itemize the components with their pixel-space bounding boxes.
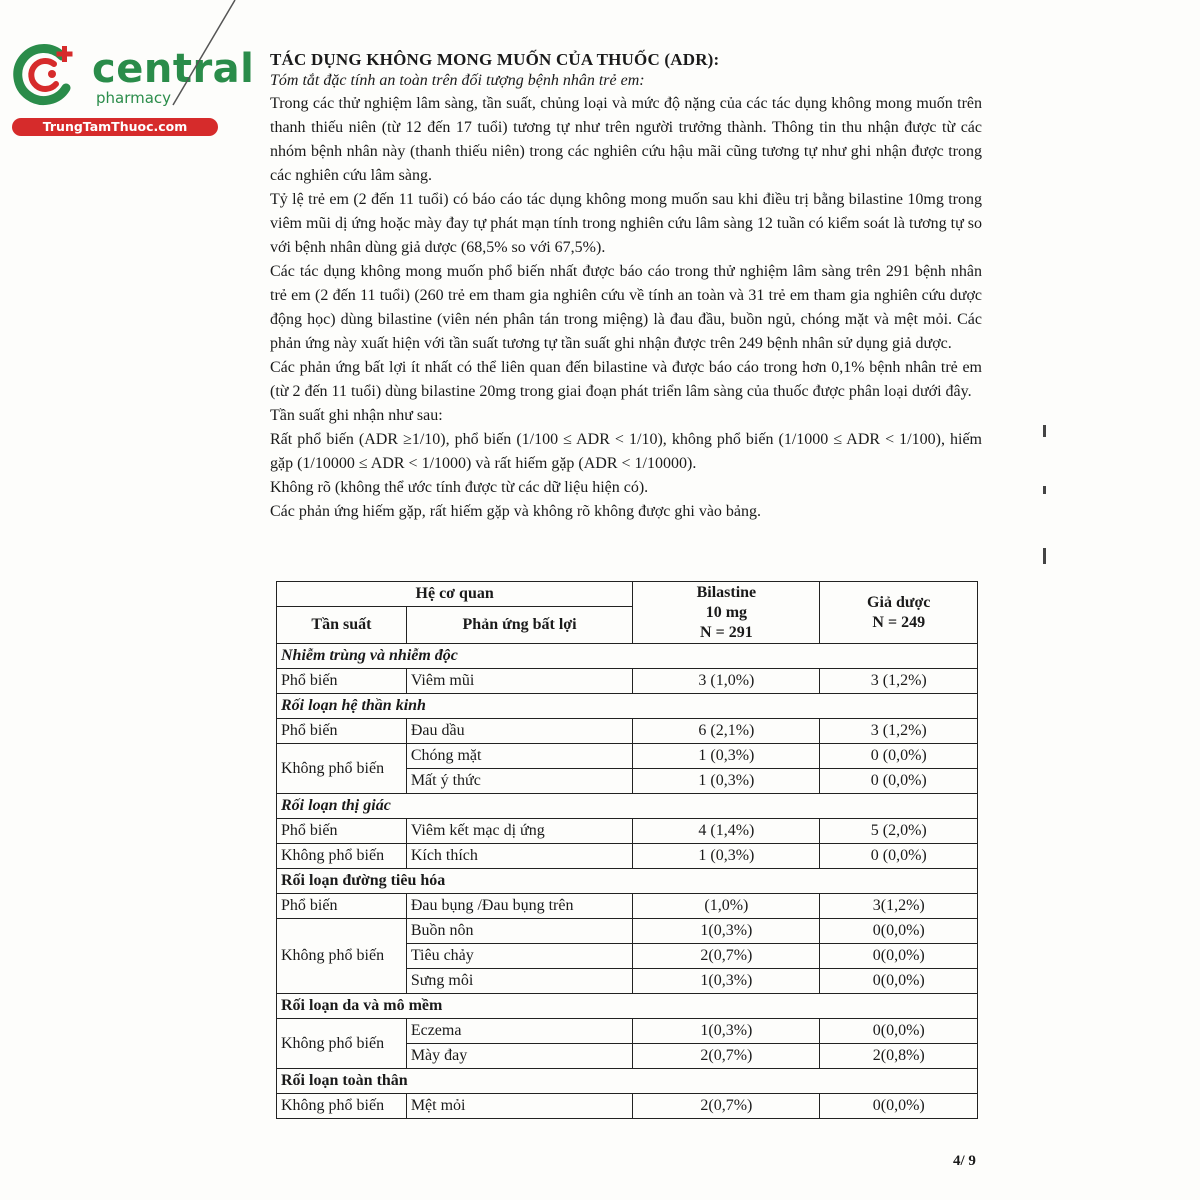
reaction-cell: Viêm kết mạc dị ứng [406,819,632,844]
bilastine-value-cell: 1 (0,3%) [633,769,820,794]
table-row [277,669,978,694]
header-reaction: Phản ứng bất lợi [406,607,632,644]
paragraph: Tỷ lệ trẻ em (2 đến 11 tuổi) có báo cáo tác dụng không mong muốn sau khi điều trị bằng bilastine 10mg trong viêm mũi dị ứng hoặc mày đay tự phát mạn tính trong nghiên cứu lâm sàng 12 tuần có kiểm soát là tương tự so với bệnh nhân dùng giả dược (68,5% so với 67,5%). [270,191,982,256]
section-subtitle: Tóm tắt đặc tính an toàn trên đối tượng bệnh nhân trẻ em: [270,72,645,89]
organ-system-name: Rối loạn toàn thân [277,1069,978,1094]
paragraph: Rất phổ biến (ADR ≥1/10), phổ biến (1/100 ≤ ADR < 1/10), không phổ biến (1/1000 ≤ ADR < 1/100), hiếm gặp (1/10000 ≤ ADR < 1/1000) và rất hiếm gặp (ADR < 1/10000). [270,431,982,472]
frequency-cell: Không phổ biến [277,744,407,794]
placebo-value-cell: 3 (1,2%) [820,669,978,694]
placebo-value-cell: 0(0,0%) [820,1019,978,1044]
placebo-value-cell: 0 (0,0%) [820,844,978,869]
header-bilastine-label: Bilastine [696,583,757,601]
paragraph: Các tác dụng không mong muốn phổ biến nhất được báo cáo trong thử nghiệm lâm sàng trên 291 bệnh nhân trẻ em (2 đến 11 tuổi) (260 trẻ em tham gia nghiên cứu về tính an toàn và 31 trẻ em tham gia nghiên cứu dược động học) dùng bilastine (viên nén phân tán trong miệng) là đau đầu, buồn ngủ, chóng mặt và mệt mỏi. Các phản ứng này xuất hiện với tần suất tương tự tần suất ghi nhận được trên 249 bệnh nhân sử dụng giả dược. [270,263,982,352]
section-row [277,1069,978,1094]
reaction-cell: Mất ý thức [406,769,632,794]
bilastine-value-cell: 2(0,7%) [633,1094,820,1119]
placebo-value-cell: 0(0,0%) [820,919,978,944]
scan-edge-mark [1043,425,1046,437]
table-header-row [277,582,978,607]
reaction-cell: Đau bụng /Đau bụng trên [406,894,632,919]
frequency-cell: Không phổ biến [277,919,407,994]
table-row [277,894,978,919]
bilastine-value-cell: 1 (0,3%) [633,744,820,769]
section-row [277,869,978,894]
paragraph: Các phản ứng hiếm gặp, rất hiếm gặp và không rõ không được ghi vào bảng. [270,503,762,520]
bilastine-value-cell: 2(0,7%) [633,1044,820,1069]
frequency-cell: Phổ biến [277,894,407,919]
section-title: TÁC DỤNG KHÔNG MONG MUỐN CỦA THUỐC (ADR): [270,50,720,69]
bilastine-value-cell: 2(0,7%) [633,944,820,969]
reaction-cell: Sưng môi [406,969,632,994]
bilastine-value-cell: 1(0,3%) [633,969,820,994]
organ-system-name: Nhiễm trùng và nhiễm độc [277,644,978,669]
section-row [277,794,978,819]
placebo-value-cell: 0 (0,0%) [820,769,978,794]
paragraph: Trong các thử nghiệm lâm sàng, tần suất, chủng loại và mức độ nặng của các tác dụng không mong muốn trên thanh thiếu niên (từ 12 đến 17 tuổi) tương tự như trên người trưởng thành. Thông tin thu nhận được từ các nhóm bệnh nhân này (thanh thiếu niên) trong các nghiên cứu hậu mãi cũng tương tự như ghi nhận được trong các nghiên cứu lâm sàng. [270,95,982,184]
reaction-cell: Buồn nôn [406,919,632,944]
logo-wordmark: central [92,46,255,92]
adr-table [276,581,978,1119]
page-number: 4/ 9 [953,1153,976,1169]
placebo-value-cell: 0(0,0%) [820,969,978,994]
document-body [270,50,982,524]
organ-system-name: Rối loạn thị giác [277,794,978,819]
paragraph: Không rõ (không thể ước tính được từ các dữ liệu hiện có). [270,479,649,496]
placebo-value-cell: 3 (1,2%) [820,719,978,744]
section-row [277,644,978,669]
header-bilastine-dose: 10 mg [705,603,748,621]
header-placebo [820,582,978,644]
placebo-value-cell: 3(1,2%) [820,894,978,919]
logo-subtitle: pharmacy [96,89,172,107]
table-row [277,1094,978,1119]
section-row [277,694,978,719]
frequency-cell: Không phổ biến [277,1094,407,1119]
scan-edge-mark [1043,486,1046,494]
logo-website-banner: TrungTamThuoc.com [12,118,218,136]
reaction-cell: Mày đay [406,1044,632,1069]
reaction-cell: Tiêu chảy [406,944,632,969]
bilastine-value-cell: 4 (1,4%) [633,819,820,844]
header-bilastine-n: N = 291 [700,623,753,641]
reaction-cell: Eczema [406,1019,632,1044]
placebo-value-cell: 5 (2,0%) [820,819,978,844]
reaction-cell: Viêm mũi [406,669,632,694]
header-frequency: Tần suất [277,607,407,644]
table-row [277,1019,978,1044]
paragraph: Các phản ứng bất lợi ít nhất có thể liên quan đến bilastine và được báo cáo trong hơn 0,1% bệnh nhân trẻ em (từ 2 đến 11 tuổi) dùng bilastine 20mg trong giai đoạn phát triển lâm sàng của thuốc được phân loại dưới đây. [270,359,982,400]
header-placebo-n: N = 249 [872,613,926,631]
bilastine-value-cell: (1,0%) [633,894,820,919]
organ-system-name: Rối loạn đường tiêu hóa [277,869,978,894]
placebo-value-cell: 0(0,0%) [820,944,978,969]
table-row [277,919,978,944]
bilastine-value-cell: 6 (2,1%) [633,719,820,744]
header-bilastine [633,582,820,644]
reaction-cell: Chóng mặt [406,744,632,769]
header-organ-system: Hệ cơ quan [277,582,633,607]
placebo-value-cell: 0(0,0%) [820,1094,978,1119]
frequency-cell: Phổ biến [277,819,407,844]
reaction-cell: Đau dầu [406,719,632,744]
placebo-value-cell: 2(0,8%) [820,1044,978,1069]
table-row [277,744,978,769]
placebo-value-cell: 0 (0,0%) [820,744,978,769]
frequency-cell: Không phổ biến [277,844,407,869]
bilastine-value-cell: 1(0,3%) [633,1019,820,1044]
organ-system-name: Rối loạn hệ thần kinh [277,694,978,719]
organ-system-name: Rối loạn da và mô mềm [277,994,978,1019]
header-placebo-label: Giả dược [867,593,931,611]
scan-edge-mark [1043,548,1046,564]
reaction-cell: Kích thích [406,844,632,869]
table-row [277,844,978,869]
bilastine-value-cell: 1(0,3%) [633,919,820,944]
pharmacy-cross-icon [12,40,82,110]
bilastine-value-cell: 1 (0,3%) [633,844,820,869]
table-row [277,819,978,844]
paragraph: Tần suất ghi nhận như sau: [270,407,443,424]
table-row [277,719,978,744]
pen-stroke-mark [165,0,245,110]
section-row [277,994,978,1019]
frequency-cell: Phổ biến [277,669,407,694]
frequency-cell: Không phổ biến [277,1019,407,1069]
bilastine-value-cell: 3 (1,0%) [633,669,820,694]
frequency-cell: Phổ biến [277,719,407,744]
reaction-cell: Mệt mỏi [406,1094,632,1119]
